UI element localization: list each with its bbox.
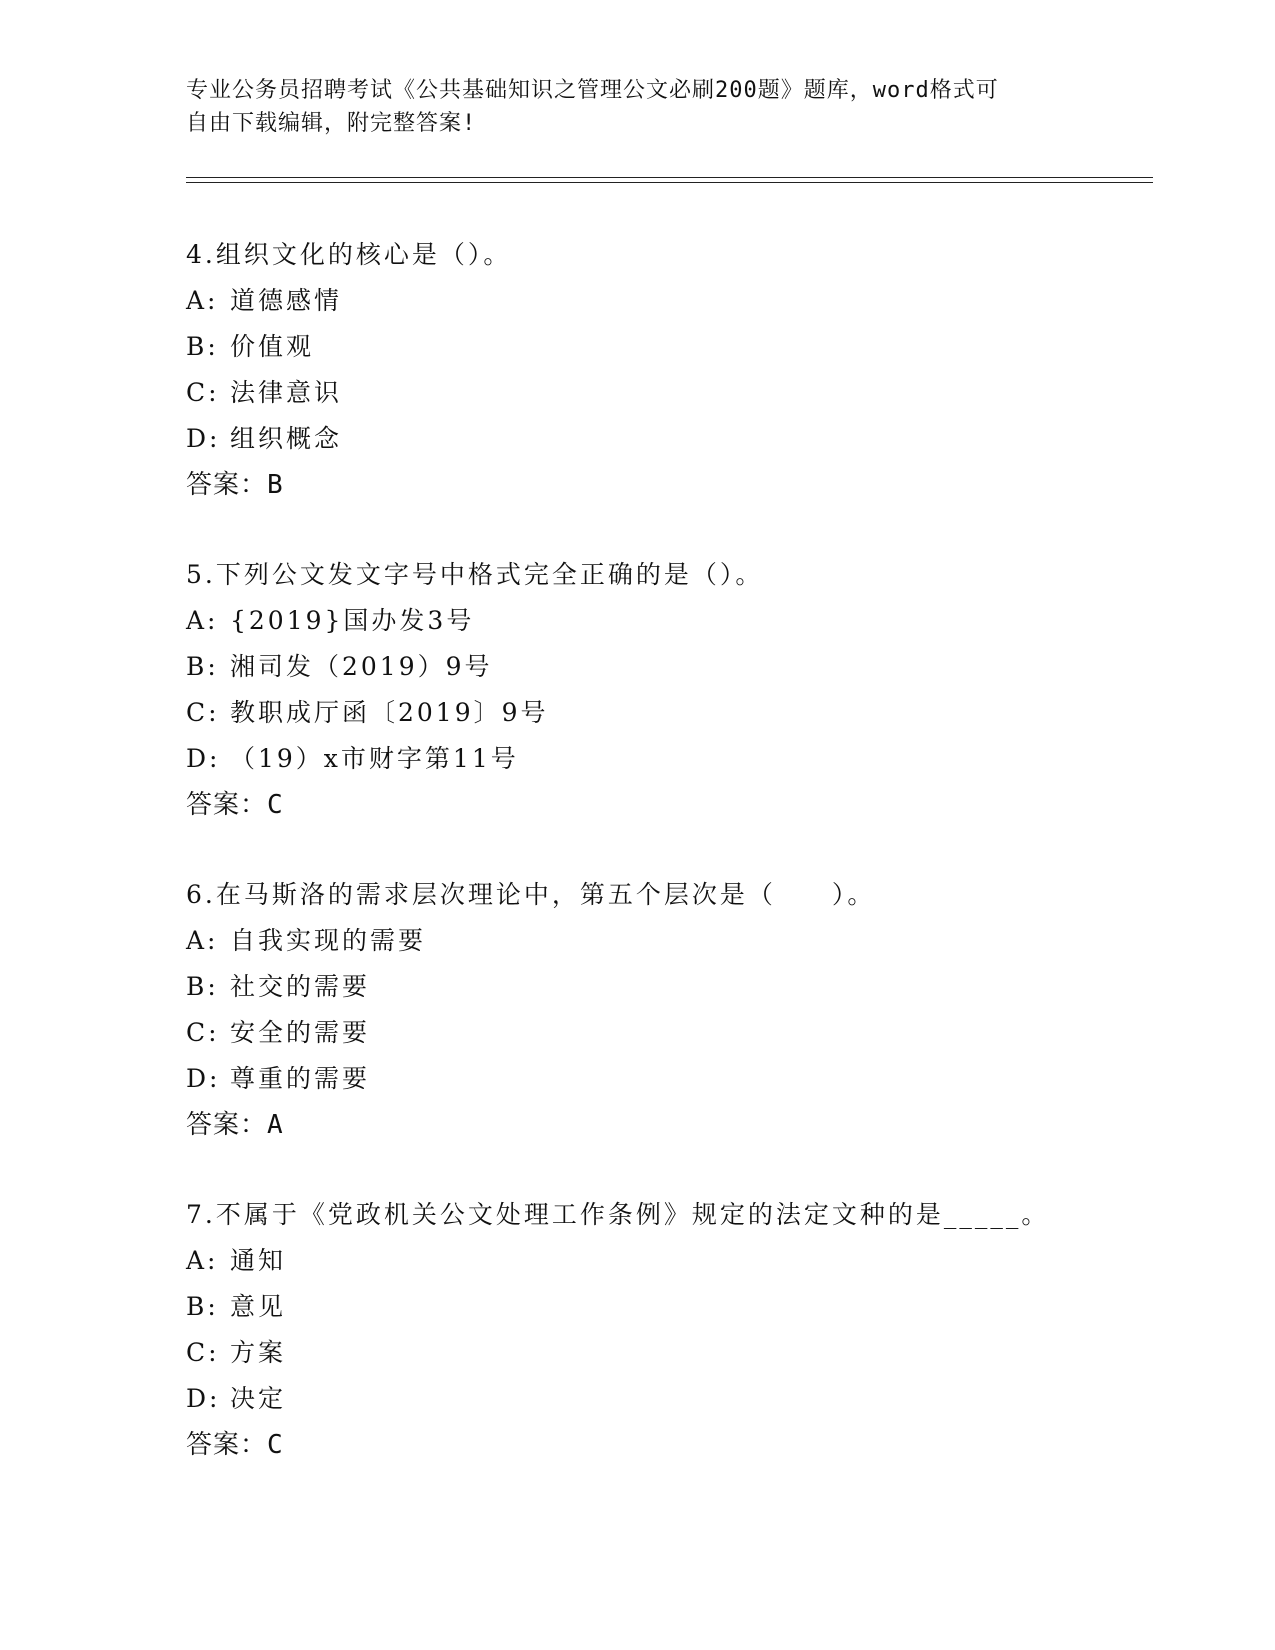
- option-key: C:: [186, 698, 220, 727]
- option-a: [186, 1238, 1146, 1284]
- answer-line: 答案：A: [186, 1110, 284, 1140]
- option-b: [186, 644, 1146, 690]
- option-key: D:: [186, 1384, 221, 1413]
- question-stem: 5.下列公文发文字号中格式完全正确的是（）。: [186, 560, 764, 589]
- option-key: A:: [186, 286, 219, 315]
- option-a: [186, 598, 1146, 644]
- option-key: D:: [186, 1064, 221, 1093]
- option-c: [186, 690, 1146, 736]
- option-text: 湘司发（2019）9号: [230, 652, 493, 681]
- option-b: [186, 1284, 1146, 1330]
- option-key: B:: [186, 1292, 219, 1321]
- question-stem: 7.不属于《党政机关公文处理工作条例》规定的法定文种的是_____。: [186, 1200, 1050, 1229]
- option-c: [186, 1010, 1146, 1056]
- option-b: [186, 964, 1146, 1010]
- option-text: {2019}国办发3号: [230, 606, 475, 635]
- option-key: C:: [186, 1338, 220, 1367]
- option-text: 法律意识: [230, 378, 343, 407]
- option-text: 决定: [230, 1384, 287, 1413]
- question-7: [186, 1192, 1146, 1468]
- option-key: A:: [186, 606, 219, 635]
- option-key: B:: [186, 332, 219, 361]
- header-divider-bottom: [186, 182, 1153, 183]
- option-key: D:: [186, 424, 221, 453]
- option-text: 自我实现的需要: [230, 926, 427, 955]
- option-a: [186, 918, 1146, 964]
- option-a: [186, 278, 1146, 324]
- question-stem: 6.在马斯洛的需求层次理论中，第五个层次是（ ）。: [186, 880, 876, 909]
- question-6: [186, 872, 1146, 1148]
- option-text: 价值观: [230, 332, 315, 361]
- option-text: 教职成厅函〔2019〕9号: [230, 698, 549, 727]
- option-text: 安全的需要: [230, 1018, 371, 1047]
- option-key: D:: [186, 744, 221, 773]
- option-text: 道德感情: [230, 286, 343, 315]
- answer-line: 答案：B: [186, 470, 284, 500]
- option-text: 组织概念: [230, 424, 343, 453]
- option-d: [186, 1056, 1146, 1102]
- option-text: 方案: [230, 1338, 287, 1367]
- option-d: [186, 1376, 1146, 1422]
- option-key: B:: [186, 972, 219, 1001]
- option-text: 通知: [230, 1246, 287, 1275]
- header-line-2: 自由下载编辑，附完整答案!: [186, 111, 477, 136]
- header-divider-top: [186, 177, 1153, 178]
- answer-line: 答案：C: [186, 790, 284, 820]
- option-text: 意见: [230, 1292, 287, 1321]
- question-4: [186, 232, 1146, 508]
- option-text: 社交的需要: [230, 972, 371, 1001]
- option-key: C:: [186, 1018, 220, 1047]
- question-stem: 4.组织文化的核心是（）。: [186, 240, 512, 269]
- option-d: [186, 416, 1146, 462]
- header-line-1: 专业公务员招聘考试《公共基础知识之管理公文必刷200题》题库，word格式可: [186, 78, 999, 103]
- option-key: B:: [186, 652, 219, 681]
- option-key: A:: [186, 1246, 219, 1275]
- option-text: （19）x市财字第11号: [230, 744, 519, 773]
- document-header: [186, 74, 1066, 140]
- option-d: [186, 736, 1146, 782]
- option-key: C:: [186, 378, 220, 407]
- option-c: [186, 370, 1146, 416]
- option-b: [186, 324, 1146, 370]
- option-c: [186, 1330, 1146, 1376]
- answer-line: 答案：C: [186, 1430, 284, 1460]
- question-5: [186, 552, 1146, 828]
- option-key: A:: [186, 926, 219, 955]
- option-text: 尊重的需要: [230, 1064, 371, 1093]
- question-list: [186, 232, 1146, 1512]
